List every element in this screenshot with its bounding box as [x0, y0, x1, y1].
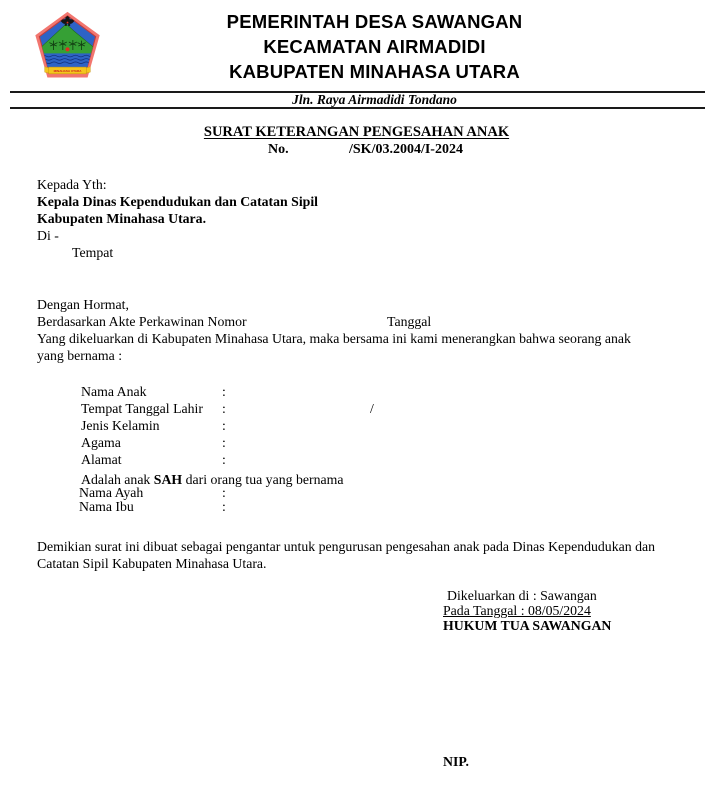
intro-line2: yang bernama : — [37, 348, 123, 363]
letterhead-line-regency: KABUPATEN MINAHASA UTARA — [229, 61, 520, 82]
closing-line2: Catatan Sipil Kabupaten Minahasa Utara. — [37, 556, 267, 571]
letterhead-line-village: PEMERINTAH DESA SAWANGAN — [226, 11, 523, 32]
field-colon: : — [222, 418, 226, 433]
sah-prefix: Adalah anak — [81, 472, 154, 487]
closing-line1: Demikian surat ini dibuat sebagai pengantar untuk pengurusan pengesahan anak pada Dinas Kependudukan dan — [37, 539, 655, 554]
field-colon: : — [222, 401, 226, 416]
sah-emphasis: SAH — [153, 472, 183, 487]
field-row-nama-anak — [81, 383, 226, 400]
child-fields — [81, 383, 374, 468]
field-row-nama-ibu — [79, 500, 226, 514]
recipient-name-line1: Kepala Dinas Kependudukan dan Catatan Sipil — [37, 194, 319, 209]
field-label: Agama — [81, 435, 121, 450]
signer-title: HUKUM TUA SAWANGAN — [443, 618, 612, 633]
number-value: /SK/03.2004/I-2024 — [349, 142, 463, 157]
date-separator: / — [370, 401, 374, 416]
number-label: No. — [268, 142, 289, 157]
parent-fields — [79, 486, 226, 514]
greeting: Dengan Hormat, — [37, 297, 129, 312]
seal-banner-text: MINAHASA UTARA — [53, 69, 82, 74]
basis-tanggal-label: Tanggal — [387, 314, 432, 329]
basis-line — [37, 313, 687, 330]
letterhead-street: Jln. Raya Airmadidi Tondano — [292, 92, 457, 107]
letterhead — [0, 9, 713, 84]
recipient-salutation: Kepada Yth: — [37, 177, 107, 192]
recipient-di: Di - — [37, 228, 59, 243]
recipient-block — [37, 176, 318, 261]
field-row-jenis-kelamin — [81, 417, 226, 434]
field-label: Jenis Kelamin — [81, 418, 160, 433]
field-colon: : — [222, 485, 226, 500]
field-colon: : — [222, 499, 226, 514]
letterhead-line-district: KECAMATAN AIRMADIDI — [263, 36, 486, 57]
recipient-place: Tempat — [72, 245, 114, 260]
field-row-alamat — [81, 451, 226, 468]
intro-line1: Yang dikeluarkan di Kabupaten Minahasa Utara, maka bersama ini kami menerangkan bahwa seorang anak — [37, 331, 631, 346]
field-row-nama-ayah — [79, 486, 226, 500]
field-colon: : — [222, 384, 226, 399]
document-title: SURAT KETERANGAN PENGESAHAN ANAK — [203, 124, 510, 140]
field-row-ttl — [81, 400, 374, 417]
field-colon: : — [222, 435, 226, 450]
opening-paragraph — [37, 296, 687, 364]
issued-at: Dikeluarkan di : Sawangan — [447, 588, 597, 603]
signature-block — [443, 588, 611, 633]
field-label: Alamat — [81, 452, 122, 467]
issued-date: Pada Tanggal : 08/05/2024 — [443, 603, 591, 618]
basis-text: Berdasarkan Akte Perkawinan Nomor — [37, 314, 247, 329]
field-row-agama — [81, 434, 226, 451]
sah-suffix: dari orang tua yang bernama — [182, 472, 344, 487]
document-number-line — [268, 142, 463, 158]
nip-label: NIP. — [443, 754, 469, 769]
recipient-name-line2: Kabupaten Minahasa Utara. — [37, 211, 207, 226]
field-label: Tempat Tanggal Lahir — [81, 401, 203, 416]
letterhead-rule-bottom — [10, 107, 705, 109]
field-label: Nama Anak — [81, 384, 147, 399]
field-label: Nama Ayah — [79, 485, 144, 500]
field-colon: : — [222, 452, 226, 467]
closing-paragraph — [37, 538, 697, 572]
field-label: Nama Ibu — [79, 499, 134, 514]
